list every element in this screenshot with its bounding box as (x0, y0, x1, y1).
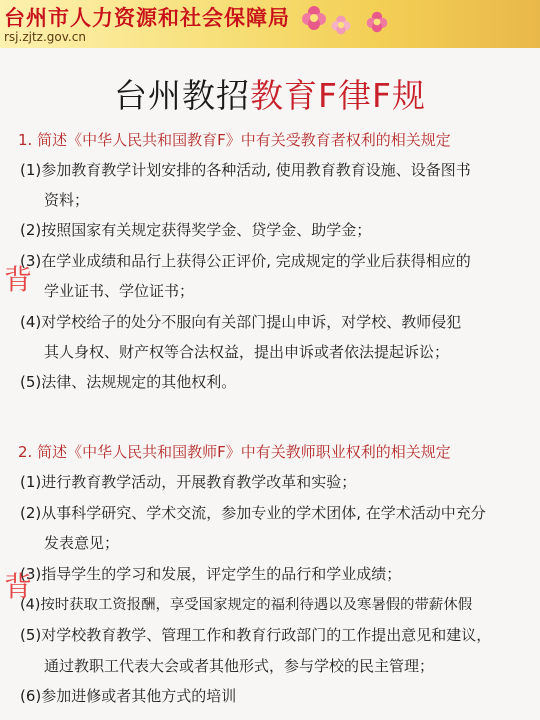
list-item-continuation: 资料； (44, 191, 90, 209)
list-item-continuation: 学业证书、学位证书； (44, 282, 195, 300)
list-item: (5)法律、法规规定的其他权利。 (20, 373, 237, 391)
flower-icon (365, 10, 389, 34)
stamp-text: 背 (4, 263, 33, 296)
list-item: (4)对学校给子的处分不服向有关部门提山申诉，对学校、教师侵犯 (20, 313, 462, 331)
stamp-text: 背 (4, 570, 33, 603)
list-item: (1)进行教育教学活动，开展教育教学改革和实验； (20, 473, 357, 491)
list-item-continuation: 发表意见； (44, 534, 120, 552)
list-item: (3)指导学生的学习和发展，评定学生的品行和学业成绩； (20, 565, 402, 583)
flower-icon (300, 4, 328, 32)
list-item: (3)在学业成绩和品行上获得公正评价, 完成规定的学业后获得相应的 (20, 252, 471, 270)
list-item: (2)按照国家有关规定获得奖学金、贷学金、助学金； (20, 221, 372, 239)
banner-url: rsj.zjtz.gov.cn (4, 30, 86, 44)
list-item-continuation: 其人身权、财产权等合法权益，提出申诉或者依法提起诉讼； (44, 343, 450, 361)
flower-icon (330, 14, 352, 36)
list-item: (4)按时获取工资报酬，享受国家规定的福利待遇以及寒暑假的带薪休假 (20, 597, 473, 613)
header-banner (0, 0, 540, 48)
list-item: (6)参加进修或者其他方式的培训 (20, 687, 237, 705)
page-title: 台州教招教育F律F规 (114, 76, 426, 115)
section-1-heading: 1. 简述《中华人民共和国教育F》中有关受教育者权利的相关规定 (18, 131, 451, 149)
banner-title: 台州市人力资源和社会保障局 (4, 6, 290, 30)
list-item-continuation: 通过教职工代表大会或者其他形式，参与学校的民主管理； (44, 657, 435, 675)
list-item: (2)从事科学研究、学术交流，参加专业的学术团体, 在学术活动中充分 (20, 504, 486, 522)
list-item: (1)参加教育教学计划安排的各种活动, 使用教育教育设施、设备图书 (20, 161, 471, 179)
section-2-heading: 2. 简述《中华人民共和国教师F》中有关教师职业权利的相关规定 (18, 443, 451, 461)
list-item: (5)对学校教育教学、管理工作和教育行政部门的工作提出意见和建议， (20, 626, 492, 644)
